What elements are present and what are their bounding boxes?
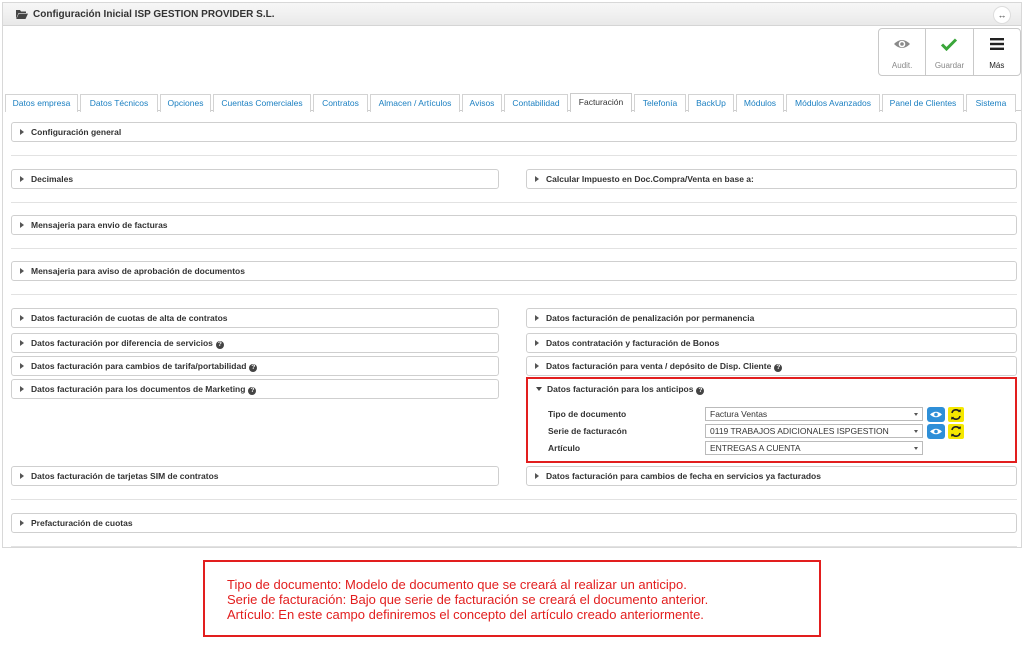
refresh-icon (948, 407, 964, 422)
section-cuotas-alta[interactable] (11, 308, 499, 328)
divider (11, 499, 1017, 500)
articulo-select[interactable] (705, 441, 923, 455)
section-title: Datos contratación y facturación de Bonos (546, 338, 720, 348)
section-title: Datos facturación de tarjetas SIM de contratos (31, 471, 219, 481)
section-title: Datos facturación para cambios de fecha en servicios ya facturados (546, 471, 821, 481)
tab-opciones[interactable]: Opciones (160, 94, 211, 112)
chevron-right-icon (20, 363, 24, 369)
action-toolbar (878, 28, 1021, 76)
save-button[interactable] (926, 29, 973, 75)
section-title (31, 384, 256, 395)
tipo-documento-value: Factura Ventas (710, 409, 768, 419)
section-title: Decimales (31, 174, 74, 184)
chevron-right-icon (20, 340, 24, 346)
section-title-text: Datos facturación para los documentos de Marketing (31, 384, 246, 394)
tab-contabilidad[interactable]: Contabilidad (504, 94, 568, 112)
section-title-text: Datos facturación para los anticipos (547, 384, 694, 394)
tab-cuentas-comerciales[interactable]: Cuentas Comerciales (213, 94, 311, 112)
refresh-icon (948, 424, 964, 439)
window-title: Configuración Inicial ISP GESTION PROVIDER S.L. (33, 9, 275, 20)
chevron-down-icon (914, 430, 918, 433)
tipo-documento-label: Tipo de documento (548, 409, 627, 419)
chevron-right-icon (20, 473, 24, 479)
tab-contratos[interactable]: Contratos (313, 94, 368, 112)
section-tarjetas-sim[interactable] (11, 466, 499, 486)
section-marketing[interactable] (11, 379, 499, 399)
tab-almacen-articulos[interactable]: Almacen / Artículos (370, 94, 460, 112)
serie-facturacion-label: Serie de facturacón (548, 426, 627, 436)
chevron-right-icon (535, 363, 539, 369)
note-line-tipo: Tipo de documento: Modelo de documento que se creará al realizar un anticipo. (227, 577, 687, 592)
section-penalizacion[interactable] (526, 308, 1017, 328)
section-title: Mensajeria para envio de facturas (31, 220, 168, 230)
audit-label: Audit. (891, 61, 913, 70)
chevron-right-icon (20, 315, 24, 321)
chevron-right-icon (20, 222, 24, 228)
help-icon[interactable]: ? (216, 341, 224, 349)
section-diferencia-servicios[interactable] (11, 333, 499, 353)
config-window (2, 2, 1022, 548)
chevron-right-icon (535, 176, 539, 182)
help-icon[interactable]: ? (248, 387, 256, 395)
tab-facturacion[interactable]: Facturación (570, 93, 632, 112)
chevron-right-icon (535, 340, 539, 346)
section-title[interactable] (547, 384, 704, 395)
section-title (31, 361, 257, 372)
more-label: Más (989, 61, 1005, 70)
explanation-note (203, 560, 821, 637)
chevron-right-icon (20, 176, 24, 182)
chevron-right-icon (535, 315, 539, 321)
chevron-right-icon (20, 386, 24, 392)
eye-icon (927, 424, 945, 439)
section-title-text: Datos facturación para venta / depósito de Disp. Cliente (546, 361, 772, 371)
chevron-right-icon (20, 520, 24, 526)
tab-telefonia[interactable]: Telefonía (634, 94, 686, 112)
resize-toggle-icon[interactable]: ↔ (993, 6, 1011, 24)
section-bonos[interactable] (526, 333, 1017, 353)
chevron-down-icon (914, 447, 918, 450)
help-icon[interactable]: ? (774, 364, 782, 372)
section-config-general[interactable] (11, 122, 1017, 142)
save-label: Guardar (934, 61, 965, 70)
tab-sistema[interactable]: Sistema (966, 94, 1016, 112)
folder-open-icon (16, 10, 28, 19)
tab-modulos-avanzados[interactable]: Módulos Avanzados (786, 94, 880, 112)
divider (11, 294, 1017, 295)
chevron-right-icon (20, 129, 24, 135)
serie-facturacion-select[interactable] (705, 424, 923, 438)
help-icon[interactable]: ? (696, 387, 704, 395)
tab-panel-clientes[interactable]: Panel de Clientes (882, 94, 964, 112)
articulo-label: Artículo (548, 443, 581, 453)
section-anticipos-expanded (526, 377, 1017, 463)
divider (11, 546, 1017, 547)
eye-icon (927, 407, 945, 422)
chevron-down-icon (914, 413, 918, 416)
chevron-right-icon (535, 473, 539, 479)
section-venta-deposito[interactable] (526, 356, 1017, 376)
divider (11, 202, 1017, 203)
section-title-text: Datos facturación por diferencia de servicios (31, 338, 213, 348)
refresh-tipo-documento-button[interactable] (948, 407, 964, 422)
tab-datos-tecnicos[interactable]: Datos Técnicos (80, 94, 158, 112)
section-title: Datos facturación de penalización por permanencia (546, 313, 755, 323)
section-title-text: Datos facturación para cambios de tarifa/portabilidad (31, 361, 247, 371)
tab-datos-empresa[interactable]: Datos empresa (5, 94, 78, 112)
section-mensajeria-envio[interactable] (11, 215, 1017, 235)
section-calcular-impuesto[interactable] (526, 169, 1017, 189)
note-line-articulo: Artículo: En este campo definiremos el concepto del artículo creado anteriormente. (227, 607, 704, 622)
window-titlebar (3, 3, 1021, 26)
section-title: Prefacturación de cuotas (31, 518, 133, 528)
hamburger-menu-icon (988, 37, 1006, 51)
refresh-serie-facturacion-button[interactable] (948, 424, 964, 439)
help-icon[interactable]: ? (249, 364, 257, 372)
tipo-documento-select[interactable] (705, 407, 923, 421)
note-line-serie: Serie de facturación: Bajo que serie de facturación se creará el documento anterior. (227, 592, 709, 607)
more-button[interactable] (974, 29, 1020, 75)
section-cambios-tarifa[interactable] (11, 356, 499, 376)
serie-facturacion-value: 0119 TRABAJOS ADICIONALES ISPGESTION (710, 426, 889, 436)
section-mensajeria-aviso[interactable] (11, 261, 1017, 281)
section-title (31, 338, 224, 349)
chevron-down-icon[interactable] (536, 387, 542, 391)
section-title (546, 361, 782, 372)
tab-bar (5, 93, 1021, 111)
section-title: Calcular Impuesto en Doc.Compra/Venta en base a: (546, 174, 754, 184)
view-tipo-documento-button[interactable] (927, 407, 945, 422)
section-title: Mensajeria para aviso de aprobación de documentos (31, 266, 245, 276)
section-title: Datos facturación de cuotas de alta de contratos (31, 313, 228, 323)
section-title: Configuración general (31, 127, 122, 137)
eye-icon (893, 37, 911, 51)
divider (11, 248, 1017, 249)
audit-button[interactable] (879, 29, 926, 75)
facturacion-content (7, 114, 1017, 547)
divider (11, 155, 1017, 156)
section-decimales[interactable] (11, 169, 499, 189)
tab-avisos[interactable]: Avisos (462, 94, 502, 112)
tab-modulos[interactable]: Módulos (736, 94, 784, 112)
checkmark-icon (940, 37, 958, 51)
chevron-right-icon (20, 268, 24, 274)
view-serie-facturacion-button[interactable] (927, 424, 945, 439)
articulo-value: ENTREGAS A CUENTA (710, 443, 801, 453)
section-cambios-fecha[interactable] (526, 466, 1017, 486)
section-prefacturacion[interactable] (11, 513, 1017, 533)
tab-backup[interactable]: BackUp (688, 94, 734, 112)
